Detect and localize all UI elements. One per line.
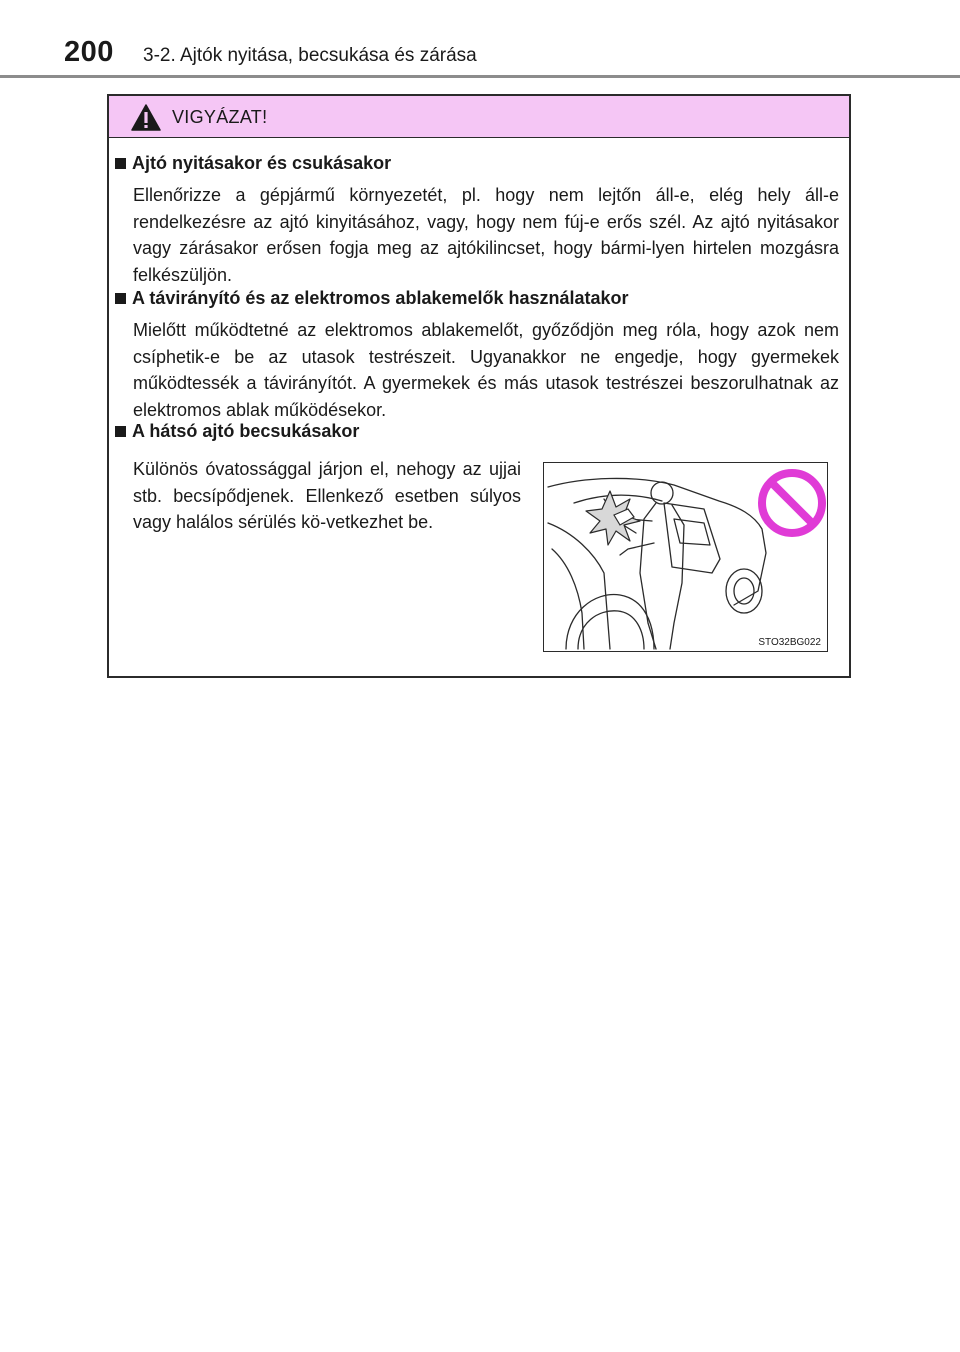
page-number: 200: [64, 36, 114, 68]
prohibition-icon: [762, 473, 822, 533]
section-title: 3-2. Ajtók nyitása, becsukása és zárása: [143, 45, 477, 66]
warning-title: VIGYÁZAT!: [172, 107, 268, 127]
section-text-rear-door: Különös óvatossággal járjon el, nehogy az ujjai stb. becsípődjenek. Ellenkező esetben súlyos vagy halálos sérülés kö-vetkezhet be.: [133, 459, 521, 532]
section-text-door-opening: Ellenőrizze a gépjármű környezetét, pl. hogy nem lejtőn áll-e, elég hely áll-e rendelkezésre az ajtó kinyitásához, vagy, hogy nem fúj-e erős szél. Az ajtó nyitásakor vagy zárásakor erősen fogja meg az ajtókilincset, hogy bármi-lyen hirtelen mozgásra felkészüljön.: [133, 185, 839, 285]
warning-triangle-icon: [131, 104, 161, 131]
section-text-remote-windows: Mielőtt működtetné az elektromos ablakemelőt, győződjön meg róla, hogy azok nem csíphetik-e be az utasok testrészeit. Ugyanakkor ne engedje, hogy gyermekek működtessék a távirányítót. A gyermekek és más utasok testrészei beszorulhatnak az elektromos ablak működésekor.: [133, 320, 839, 420]
rear-door-illustration: [543, 462, 828, 652]
section-heading-remote-windows: [115, 288, 629, 309]
section-heading-text: A távirányító és az elektromos ablakemelők használatakor: [132, 288, 629, 308]
bullet-square-icon: [115, 293, 126, 304]
figure-code: STO32BG022: [758, 637, 821, 648]
section-heading-text: A hátsó ajtó becsukásakor: [132, 421, 360, 441]
section-heading-rear-door: [115, 421, 359, 442]
warning-box: [107, 94, 851, 678]
bullet-square-icon: [115, 426, 126, 437]
page-header: [0, 0, 960, 80]
section-heading-door-opening: [115, 153, 391, 174]
section-heading-text: Ajtó nyitásakor és csukásakor: [132, 153, 392, 173]
warning-header: [109, 96, 849, 138]
header-divider: [0, 75, 960, 78]
bullet-square-icon: [115, 158, 126, 169]
car-door-drawing: [544, 463, 827, 651]
